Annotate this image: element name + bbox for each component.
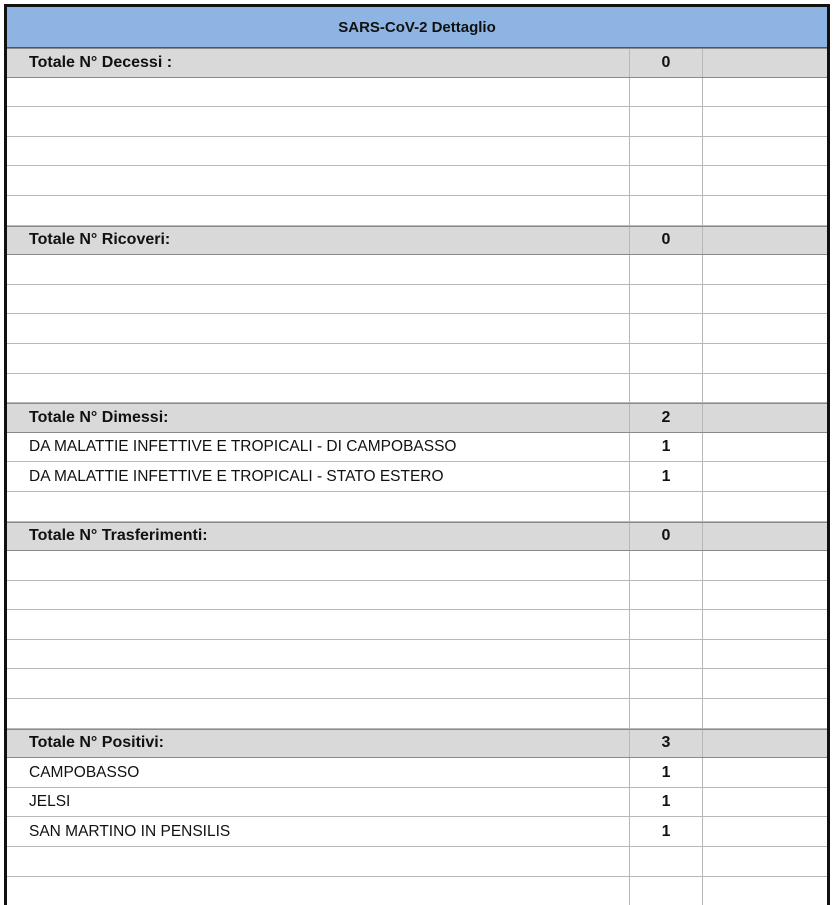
empty-row <box>7 255 827 285</box>
empty-row <box>7 640 827 670</box>
section-label: Totale N° Ricoveri: <box>7 227 630 255</box>
section-total: 0 <box>630 227 703 255</box>
row-value: 1 <box>630 462 703 491</box>
empty-row <box>7 166 827 196</box>
empty-row <box>7 137 827 167</box>
section-label: Totale N° Positivi: <box>7 730 630 758</box>
empty-row <box>7 285 827 315</box>
empty-row <box>7 492 827 522</box>
section-header-positivi <box>7 729 827 759</box>
section-header-decessi <box>7 48 827 78</box>
table-row <box>7 758 827 788</box>
empty-row <box>7 314 827 344</box>
empty-row <box>7 581 827 611</box>
section-label: Totale N° Trasferimenti: <box>7 523 630 551</box>
row-name: CAMPOBASSO <box>7 758 630 787</box>
row-name: DA MALATTIE INFETTIVE E TROPICALI - STATO ESTERO <box>7 462 630 491</box>
section-total: 3 <box>630 730 703 758</box>
row-value: 1 <box>630 433 703 462</box>
row-name: DA MALATTIE INFETTIVE E TROPICALI - DI CAMPOBASSO <box>7 433 630 462</box>
empty-row <box>7 78 827 108</box>
empty-row <box>7 196 827 226</box>
section-header-dimessi <box>7 403 827 433</box>
section-label: Totale N° Decessi : <box>7 49 630 77</box>
empty-row <box>7 699 827 729</box>
empty-row <box>7 847 827 877</box>
row-value: 1 <box>630 817 703 846</box>
section-header-trasferimenti <box>7 522 827 552</box>
table-row <box>7 433 827 463</box>
report-table <box>4 4 830 905</box>
empty-row <box>7 610 827 640</box>
table-title: SARS-CoV-2 Dettaglio <box>7 7 827 48</box>
empty-row <box>7 107 827 137</box>
row-value: 1 <box>630 758 703 787</box>
table-row <box>7 817 827 847</box>
table-row <box>7 462 827 492</box>
empty-row <box>7 877 827 905</box>
section-total: 0 <box>630 523 703 551</box>
empty-row <box>7 344 827 374</box>
row-name: JELSI <box>7 788 630 817</box>
empty-row <box>7 669 827 699</box>
row-name: SAN MARTINO IN PENSILIS <box>7 817 630 846</box>
empty-row <box>7 374 827 404</box>
row-value: 1 <box>630 788 703 817</box>
empty-row <box>7 551 827 581</box>
table-row <box>7 788 827 818</box>
section-total: 2 <box>630 404 703 432</box>
section-label: Totale N° Dimessi: <box>7 404 630 432</box>
section-total: 0 <box>630 49 703 77</box>
section-header-ricoveri <box>7 226 827 256</box>
